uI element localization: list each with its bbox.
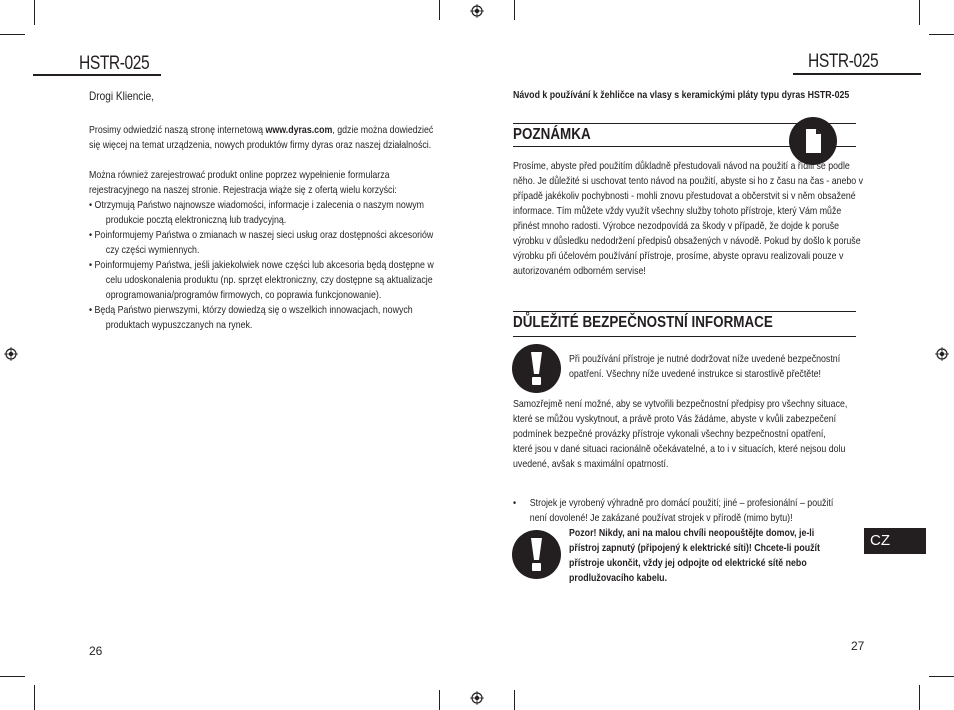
safety-heading: DŮLEŽITÉ BEZPEČNOSTNÍ INFORMACE	[513, 314, 773, 331]
list-item: • Poinformujemy Państwa o zmianach w naszej sieci usług oraz dostępności akcesoriów czy części wymiennych.	[89, 229, 434, 256]
exclamation-icon	[512, 530, 561, 579]
crop-mark	[34, 0, 35, 25]
crop-mark	[929, 676, 954, 677]
crop-mark	[34, 685, 35, 710]
website-link[interactable]: www.dyras.com	[265, 124, 333, 136]
crop-mark	[929, 34, 954, 35]
crop-mark	[514, 690, 515, 710]
crop-mark	[439, 690, 440, 710]
crop-mark	[919, 685, 920, 710]
section-rule	[513, 336, 856, 337]
registration-mark-icon	[470, 4, 484, 18]
registration-mark-icon	[4, 347, 18, 361]
list-item: • Będą Państwo pierwszymi, którzy dowiedzą się o wszelkich innowacjach, nowych produktach wypuszczanych na rynek.	[89, 304, 413, 331]
greeting: Drogi Kliencie,	[89, 89, 154, 103]
section-rule	[513, 311, 856, 312]
warning-paragraph: Pozor! Nikdy, ani na malou chvíli neopouštějte domov, je-li přístroj zapnutý (připojený k elektrické síti)! Chcete-li použít přístroje ukončit, vždy jej odpojte od elektrické sítě nebo prodlužovacího kabelu.	[569, 527, 820, 584]
crop-mark	[439, 0, 440, 20]
registration-paragraph: Można również zarejestrować produkt online poprzez wypełnienie formularza rejestracyjnego na naszej stronie. Rejestracja wiąże się z ofertą wielu korzyści: • Otrzymują Państwo najnowsze wiadomości, informacje i zalecenia o naszym nowym produkcie pocztą elektroniczną lub tradycyjną. • Poinformujemy Państwa o zmianach w naszej sieci usług oraz dostępności akcesoriów czy części wymiennych. • Poinformujemy Państwa, jeśli jakiekolwiek nowe części lub akcesoria będą dostępne w celu udoskonalenia produktu (np. sprzęt elektroniczny, czy dostępne są aktualizacje oprogramowania/programów firmowych, co poprawia funkcjonowanie). • Będą Państwo pierwszymi, którzy dowiedzą się o wszelkich innowacjach, nowych produktach wypuszczanych na rynek.	[89, 169, 434, 331]
registration-mark-icon	[935, 347, 949, 361]
document-icon	[789, 117, 837, 165]
document-title: Návod k používání k žehličce na vlasy s keramickými pláty typu dyras HSTR-025	[513, 89, 850, 101]
model-title: HSTR-025	[79, 53, 150, 74]
list-item: • Otrzymują Państwo najnowsze wiadomości, informacje i zalecenia o naszym nowym produkcie pocztą elektroniczną lub tradycyjną.	[89, 199, 424, 226]
list-item: • Poinformujemy Państwa, jeśli jakiekolwiek nowe części lub akcesoria będą dostępne w celu udoskonalenia produktu (np. sprzęt elektroniczny, czy dostępne są aktualizacje oprogramowania/programów firmowych, co poprawia funkcjonowanie).	[89, 259, 434, 301]
visit-paragraph: Prosimy odwiedzić naszą stronę internetową www.dyras.com, gdzie można dowiedzieć się więcej na temat urządzenia, nowych produktów firmy dyras oraz naszej działalności.	[89, 124, 434, 151]
crop-mark	[514, 0, 515, 20]
page-number: 27	[851, 639, 865, 653]
title-rule	[793, 73, 921, 75]
list-item: • Strojek je vyrobený výhradně pro domácí použití; jiné – profesionální – použití není dovolené! Je zakázané používat strojek v přírodě (mimo bytu)!	[513, 497, 834, 524]
note-heading: POZNÁMKA	[513, 126, 591, 143]
crop-mark	[919, 0, 920, 25]
exclamation-icon	[512, 344, 561, 393]
safety-paragraph: Samozřejmě není možné, aby se vytvořili bezpečnostní předpisy pro všechny situace, které se můžou vyskytnout, a právě proto Vás žádáme, abyste v kvůli zabezpečení podmínek bezpečné provázky přístroje vykonali všechny bezpečnostní opatření, které jsou v dané situaci racionálně očekávatelné, a to i v situacích, které nejsou dolu uvedené, avšak s maximální opatrností.	[513, 398, 848, 470]
bullet: •	[513, 497, 517, 509]
model-title: HSTR-025	[808, 51, 879, 72]
registration-mark-icon	[470, 691, 484, 705]
note-paragraph: Prosíme, abyste před použitím důkladně přestudovali návod na použití a řídili se podle něho. Je důležité si uschovat tento návod na použití, abyste si ho z času na čas - anebo v případě jakékoliv pochybnosti - mohli znovu přestudovat a občerstvit si v něm obsažené informace. Tím můžete vždy využít všechny služby tohoto přístroje, který Vám může přinést mnoho radosti. Výrobce nezodpovídá za škody v případě, že dojde k poruše výrobku v důsledku nedodržení předpisů obsažených v návodě. Pokud by došlo k poruše výrobku při účelovém používání přístroje, prosíme, abyste opravu realizovali pouze v autorizovaném odborném servise!	[513, 160, 864, 277]
page-number: 26	[89, 644, 103, 658]
title-rule	[33, 74, 161, 76]
crop-mark	[0, 676, 25, 677]
crop-mark	[0, 34, 25, 35]
safety-intro: Při používání přístroje je nutné dodržovat níže uvedené bezpečnostní opatření. Všechny níže uvedené instrukce si starostlivě přečtěte!	[569, 353, 841, 380]
language-tab: CZ	[864, 528, 926, 554]
